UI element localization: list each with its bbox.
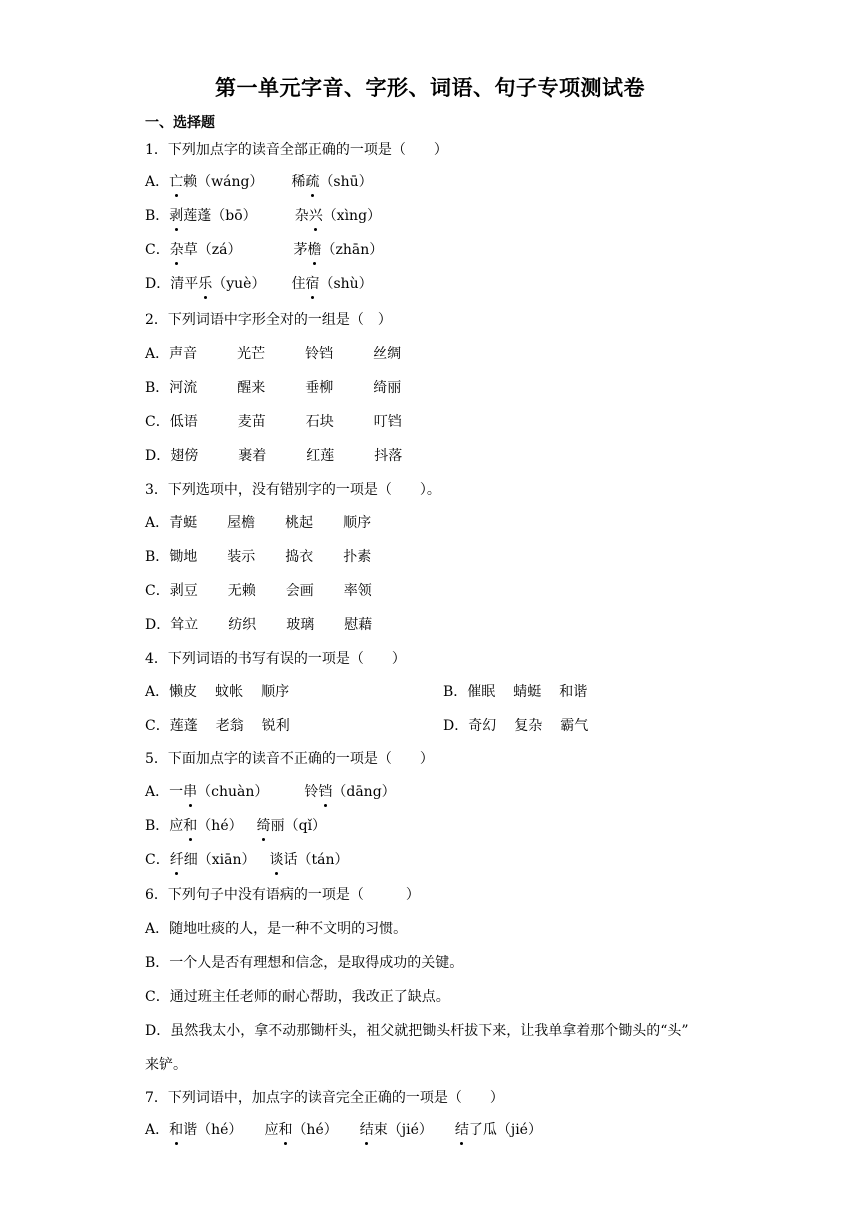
q3-option-c[interactable]: C．剥豆 无赖 会画 率领 <box>145 583 372 599</box>
dotted-char: 宿 <box>305 276 320 292</box>
dotted-char: 剥 <box>169 208 184 224</box>
dotted-char: 和 <box>183 818 198 834</box>
question-1-stem: 1．下列加点字的读音全部正确的一项是（ ） <box>145 142 448 158</box>
question-7-stem: 7．下列词语中，加点字的读音完全正确的一项是（ ） <box>145 1090 504 1106</box>
q4-option-b[interactable]: B．催眠 蜻蜓 和谐 <box>443 684 588 700</box>
dotted-char: 铛 <box>318 784 333 800</box>
dotted-char: 和 <box>278 1122 293 1138</box>
dotted-char: 杂 <box>169 242 184 258</box>
dotted-char: 绮 <box>256 818 271 834</box>
q1-option-b[interactable]: B．剥莲蓬（bō） 杂兴（xìng） <box>145 208 382 224</box>
page-title: 第一单元字音、字形、词语、句子专项测试卷 <box>215 75 645 100</box>
q4-option-d[interactable]: D．奇幻 复杂 霸气 <box>443 718 589 734</box>
q5-option-c[interactable]: C．纤细（xiān） 谈话（tán） <box>145 852 349 868</box>
dotted-char: 纤 <box>169 852 184 868</box>
q1-option-d[interactable]: D．清平乐（yuè） 住宿（shù） <box>145 276 373 292</box>
q5-option-b[interactable]: B．应和（hé） 绮丽（qǐ） <box>145 818 327 834</box>
q7-option-a[interactable]: A．和谐（hé） 应和（hé） 结束（jié） 结了瓜（jié） <box>145 1122 542 1138</box>
dotted-char: 檐 <box>307 242 322 258</box>
dotted-char: 和 <box>169 1122 184 1138</box>
section-heading: 一、选择题 <box>145 115 215 131</box>
question-5-stem: 5．下面加点字的读音不正确的一项是（ ） <box>145 751 434 767</box>
dotted-char: 结 <box>454 1122 469 1138</box>
q5-option-a[interactable]: A．一串（chuàn） 铃铛（dāng） <box>145 784 396 800</box>
q6-option-d-continued: 来铲。 <box>145 1057 187 1073</box>
dotted-char: 结 <box>359 1122 374 1138</box>
q2-option-c[interactable]: C．低语 麦苗 石块 叮铛 <box>145 414 402 430</box>
q2-option-b[interactable]: B．河流 醒来 垂柳 绮丽 <box>145 380 402 396</box>
q6-option-d[interactable]: D．虽然我太小，拿不动那锄杆头，祖父就把锄头杆拔下来，让我单拿着那个锄头的“头” <box>145 1023 689 1039</box>
q1-option-a[interactable]: A．亡赖（wáng） 稀疏（shū） <box>145 174 373 190</box>
dotted-char: 疏 <box>305 174 320 190</box>
q6-option-c[interactable]: C．通过班主任老师的耐心帮助，我改正了缺点。 <box>145 989 450 1005</box>
q2-option-d[interactable]: D．翅傍 裹着 红莲 抖落 <box>145 448 403 464</box>
q3-option-d[interactable]: D．耸立 纺织 玻璃 慰藉 <box>145 617 373 633</box>
question-2-stem: 2．下列词语中字形全对的一组是（ ） <box>145 312 392 328</box>
q1-option-c[interactable]: C．杂草（zá） 茅檐（zhān） <box>145 242 384 258</box>
dotted-char: 兴 <box>308 208 323 224</box>
q2-option-a[interactable]: A．声音 光芒 铃铛 丝绸 <box>145 346 402 362</box>
q4-option-a[interactable]: A．懒皮 蚊帐 顺序 <box>145 684 290 700</box>
q6-option-b[interactable]: B．一个人是否有理想和信念，是取得成功的关键。 <box>145 955 464 971</box>
q4-option-c[interactable]: C．莲蓬 老翁 锐利 <box>145 718 290 734</box>
dotted-char: 乐 <box>198 276 213 292</box>
dotted-char: 串 <box>183 784 198 800</box>
dotted-char: 亡 <box>169 174 184 190</box>
question-3-stem: 3．下列选项中，没有错别字的一项是（ ）。 <box>145 482 441 498</box>
dotted-char: 谈 <box>269 852 284 868</box>
question-6-stem: 6．下列句子中没有语病的一项是（ ） <box>145 887 420 903</box>
q6-option-a[interactable]: A．随地吐痰的人，是一种不文明的习惯。 <box>145 921 408 937</box>
q3-option-b[interactable]: B．锄地 装示 捣衣 扑素 <box>145 549 372 565</box>
q3-option-a[interactable]: A．青蜓 屋檐 桃起 顺序 <box>145 515 372 531</box>
question-4-stem: 4．下列词语的书写有误的一项是（ ） <box>145 651 406 667</box>
